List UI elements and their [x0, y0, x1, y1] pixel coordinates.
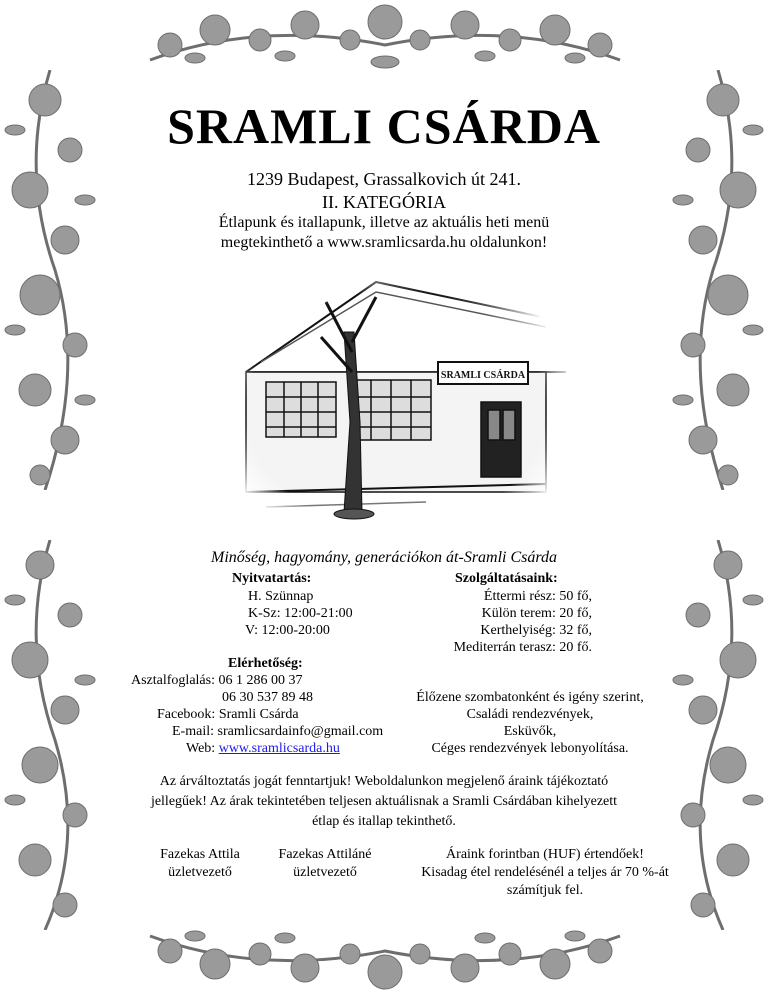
events-line-4: Céges rendezvények lebonyolítása.: [431, 741, 629, 756]
email-value[interactable]: sramlicsardainfo@gmail.com: [217, 724, 384, 739]
services-heading: Szolgáltatásaink:: [455, 571, 558, 586]
intro-line-1: Étlapunk és itallapunk, illetve az aktuális heti menü: [218, 214, 550, 231]
events-line-3: Esküvők,: [503, 724, 557, 739]
facebook-row: [157, 706, 299, 724]
contact-heading: Elérhetőség:: [228, 656, 303, 671]
services-line-2: Külön terem: 20 fő,: [481, 606, 592, 621]
signature-1-name: Fazekas Attila: [160, 847, 240, 862]
facebook-label: Facebook:: [157, 707, 216, 722]
events-line-2: Családi rendezvények,: [466, 707, 594, 722]
email-label: E-mail:: [172, 724, 214, 739]
signature-2-role: üzletvezető: [293, 865, 357, 880]
phone-1[interactable]: 06 1 286 00 37: [218, 673, 303, 688]
motto: Minőség, hagyomány, generációkon át-Sramli Csárda: [210, 549, 558, 566]
opening-line-1: H. Szünnap: [248, 589, 314, 604]
floral-border-bottom: [140, 906, 630, 994]
intro-text: [0, 213, 768, 253]
notice-line-1: Az árváltoztatás jogát fenntartjuk! Weboldalunkon megjelenő áraink tájékoztató: [159, 774, 609, 789]
prices-line-2: Kisadag étel rendelésénél a teljes ár 70 %-át: [421, 865, 669, 880]
intro-line-2: megtekinthető a www.sramlicsarda.hu oldalunkon!: [220, 234, 548, 251]
prices-line-1: Áraink forintban (HUF) értendőek!: [446, 847, 644, 862]
phone-label: Asztalfoglalás:: [131, 673, 215, 688]
page-title: SRAMLI CSÁRDA: [167, 98, 601, 154]
facebook-value: Sramli Csárda: [218, 707, 299, 722]
opening-heading: Nyitvatartás:: [232, 571, 312, 586]
services-line-1: Éttermi rész: 50 fő,: [483, 589, 592, 604]
floral-border-top: [140, 0, 630, 82]
phone-2[interactable]: 06 30 537 89 48: [222, 690, 313, 705]
web-link[interactable]: www.sramlicsarda.hu: [218, 741, 340, 756]
signature-1: [140, 846, 260, 882]
address: 1239 Budapest, Grassalkovich út 241.: [247, 169, 521, 189]
restaurant-photo: [226, 262, 566, 530]
web-row: [186, 740, 340, 758]
web-label: Web:: [186, 741, 216, 756]
services-line-4: Mediterrán terasz: 20 fő.: [453, 640, 592, 655]
opening-line-3: V: 12:00-20:00: [245, 623, 330, 638]
price-notice: [120, 772, 648, 832]
notice-line-3: étlap és itallap tekinthető.: [312, 814, 456, 829]
email-row: [172, 723, 383, 741]
prices-line-3: számítjuk fel.: [506, 883, 584, 898]
events-line-1: Élőzene szombatonként és igény szerint,: [416, 690, 644, 705]
prices-note: [395, 846, 695, 900]
signature-2-name: Fazekas Attiláné: [278, 847, 372, 862]
signature-2: [260, 846, 390, 882]
signature-1-role: üzletvezető: [168, 865, 232, 880]
category: II. KATEGÓRIA: [322, 192, 446, 212]
opening-line-2: K-Sz: 12:00-21:00: [248, 606, 353, 621]
floral-border-left-lower: [0, 540, 100, 930]
notice-line-2: jellegűek! Az árak tekintetében teljesen aktuálisnak a Sramli Csárdában kihelyezett: [150, 794, 618, 809]
services-line-3: Kerthelyiség: 32 fő,: [480, 623, 592, 638]
phone-row-1: [131, 672, 302, 690]
